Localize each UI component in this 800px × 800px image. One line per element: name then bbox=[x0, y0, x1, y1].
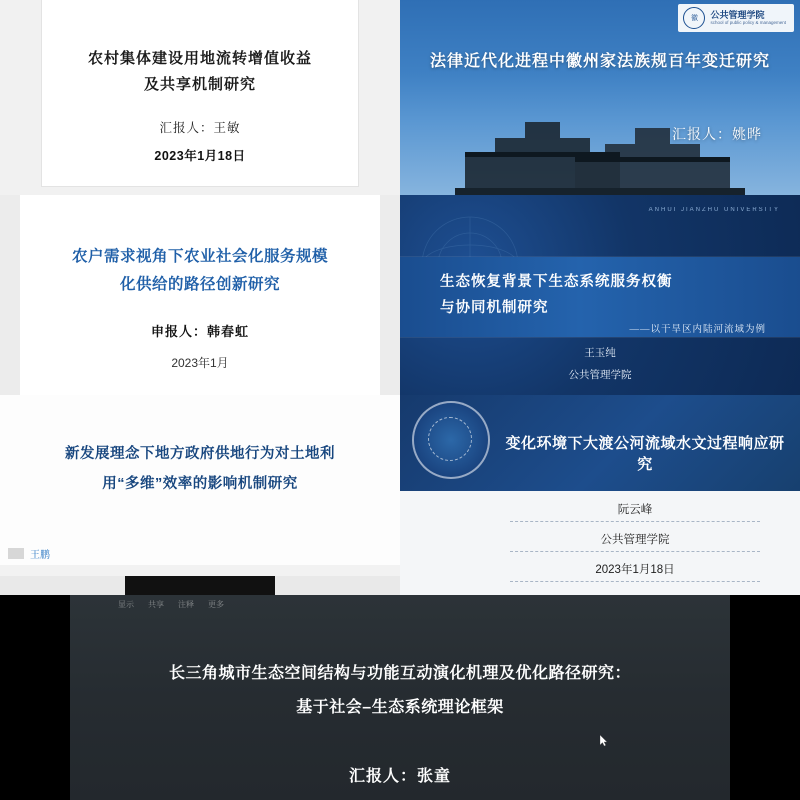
slide-4-affiliation: 公共管理学院 bbox=[568, 369, 632, 381]
slide-1-date: 2023年1月18日 bbox=[154, 149, 246, 163]
meeting-toolbar[interactable] bbox=[118, 597, 338, 611]
slide-2-title: 法律近代化进程中徽州家法族规百年变迁研究 bbox=[429, 53, 770, 70]
slide-3-title-line2: 化供给的路径创新研究 bbox=[119, 276, 280, 293]
slide-1-title-line1: 农村集体建设用地流转增值收益 bbox=[87, 50, 312, 67]
slide-5-title-line2: 用“多维”效率的影响机制研究 bbox=[102, 476, 298, 492]
slide-3-title bbox=[20, 243, 380, 299]
slide-7-presenter: 汇报人：张童 bbox=[348, 768, 451, 785]
slide-4-presenter: 王玉纯 bbox=[584, 347, 616, 359]
school-logo bbox=[678, 4, 794, 32]
school-logo-en: school of public policy & management bbox=[710, 20, 786, 25]
slide-7-title-line1: 长三角城市生态空间结构与功能互动演化机理及优化路径研究： bbox=[168, 665, 631, 682]
slide-1-title-line2: 及共享机制研究 bbox=[143, 76, 256, 93]
university-emblem-icon bbox=[412, 401, 490, 479]
participant-name-tag bbox=[8, 546, 50, 561]
slide-3-presenter: 申报人：韩春虹 bbox=[150, 324, 249, 339]
slide-6-title: 变化环境下大渡公河流域水文过程响应研究 bbox=[505, 435, 785, 473]
slide-5-title-line1: 新发展理念下地方政府供地行为对土地利 bbox=[65, 446, 335, 462]
slide-1-presenter: 汇报人：王敏 bbox=[159, 121, 241, 135]
slide-6-divider-3 bbox=[510, 581, 760, 583]
slide-5-bottom-strip bbox=[0, 576, 400, 595]
huizhou-architecture-illustration bbox=[455, 100, 745, 195]
mouse-cursor-icon bbox=[600, 735, 607, 746]
slide-tile-7[interactable] bbox=[0, 595, 800, 800]
slide-4-title-line2: 与协同机制研究 bbox=[440, 300, 549, 316]
slide-7-title bbox=[40, 657, 760, 725]
slide-6-divider-2 bbox=[510, 551, 760, 553]
school-seal-icon: 徽 bbox=[683, 7, 705, 29]
slide-5-title bbox=[14, 439, 386, 499]
slide-tile-2[interactable] bbox=[400, 0, 800, 195]
slide-tile-1[interactable] bbox=[0, 0, 400, 195]
slide-tile-6[interactable] bbox=[400, 395, 800, 595]
slide-6-presenter: 阮云峰 bbox=[617, 504, 653, 516]
slide-6-affiliation: 公共管理学院 bbox=[600, 534, 670, 546]
slide-1-title bbox=[42, 46, 358, 98]
slide-4-subtitle: ——以干旱区内陆河流域为例 bbox=[629, 325, 766, 335]
slide-3-title-line1: 农户需求视角下农业社会化服务规模 bbox=[71, 248, 328, 265]
toolbar-item-3[interactable]: 更多 bbox=[208, 599, 224, 609]
slide-4-title bbox=[440, 269, 770, 321]
slide-4-university-name: ANHUI JIANZHU UNIVERSITY bbox=[648, 207, 780, 213]
toolbar-item-2[interactable]: 注释 bbox=[178, 599, 194, 609]
slide-1-canvas bbox=[42, 0, 358, 186]
participant-name: 王鹏 bbox=[30, 550, 50, 561]
school-logo-cn: 公共管理学院 bbox=[710, 10, 765, 20]
slide-tile-5[interactable] bbox=[0, 395, 400, 595]
strip-black-block bbox=[125, 576, 275, 595]
slide-4-title-line1: 生态恢复背景下生态系统服务权衡 bbox=[440, 274, 673, 290]
slide-7-title-line2: 基于社会–生态系统理论框架 bbox=[296, 699, 504, 716]
mic-muted-icon bbox=[8, 548, 24, 559]
slide-tile-4[interactable] bbox=[400, 195, 800, 395]
slide-3-date: 2023年1月 bbox=[171, 356, 229, 370]
slide-6-divider-1 bbox=[510, 521, 760, 523]
toolbar-item-1[interactable]: 共享 bbox=[148, 599, 164, 609]
slide-2-presenter: 汇报人：姚晔 bbox=[672, 126, 762, 142]
toolbar-item-0[interactable]: 显示 bbox=[118, 599, 134, 609]
slide-6-date: 2023年1月18日 bbox=[595, 564, 675, 576]
slide-tile-3[interactable] bbox=[0, 195, 400, 395]
